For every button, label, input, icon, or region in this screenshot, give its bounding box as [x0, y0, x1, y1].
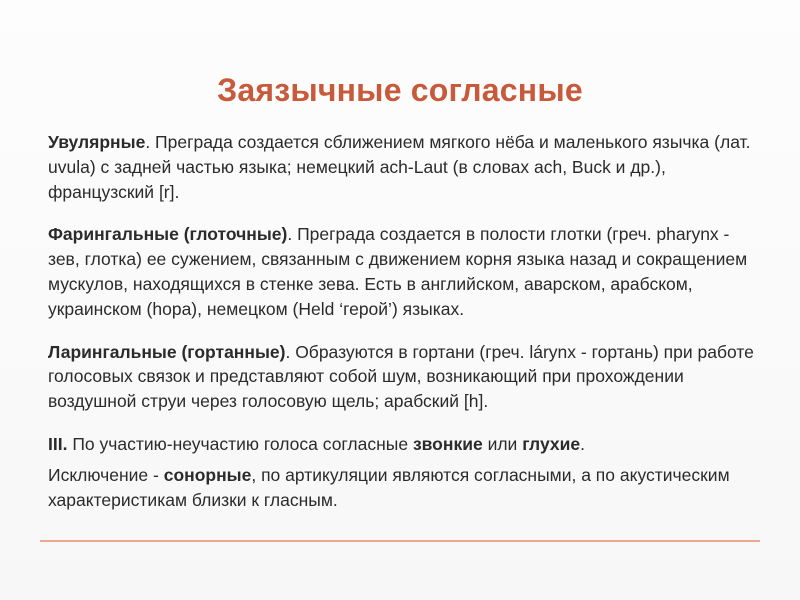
paragraph-pharyngeal — [48, 222, 760, 321]
term-uvular: Увулярные — [48, 132, 146, 152]
term-sonorant: сонорные — [163, 464, 252, 485]
term-voiced: звонкие — [412, 433, 483, 454]
term-voiceless: глухие — [522, 433, 581, 454]
term-laryngeal: Ларингальные (гортанные) — [48, 341, 286, 362]
voicing-text: По участию-неучастию голоса согласные — [67, 433, 413, 454]
text-pharyngeal: . Преграда создается в полости глотки (греч. pharynx - зев, глотка) ее сужением, связанным с движением корня языка назад и сокращением мускулов, находящихся в стенке зева. Есть в английском, аварском, арабском, украинском (hора), немецком (Held ‘герой’) языках. — [48, 224, 748, 319]
exception-text-after: , по артикуляции являются согласными, а по акустическим характеристикам близки к гласным. — [48, 464, 730, 510]
paragraph-uvular — [48, 130, 760, 204]
bottom-divider — [40, 540, 760, 542]
exception-text-before: Исключение - — [48, 464, 164, 485]
slide-title: Заязычные согласные — [217, 72, 583, 108]
paragraph-laryngeal — [48, 340, 760, 414]
paragraph-exception — [48, 463, 760, 513]
term-pharyngeal: Фарингальные (глоточные) — [48, 224, 288, 245]
text-uvular: . Преграда создается сближением мягкого нёба и маленького язычка (лат. uvula) с задней частью языка; немецкий ach-Laut (в словах ach, Buck и др.), французский [r]. — [48, 132, 751, 202]
slide-body — [48, 130, 760, 530]
voicing-end: . — [580, 433, 585, 454]
text-laryngeal: . Образуются в гортани (греч. lárynx - гортань) при работе голосовых связок и представляют собой шум, возникающий при прохождении воздушной струи через голосовую щель; арабский [h]. — [48, 341, 754, 412]
section-numeral: III. — [48, 433, 68, 454]
paragraph-voicing — [48, 432, 760, 457]
voicing-connector: или — [482, 433, 523, 454]
